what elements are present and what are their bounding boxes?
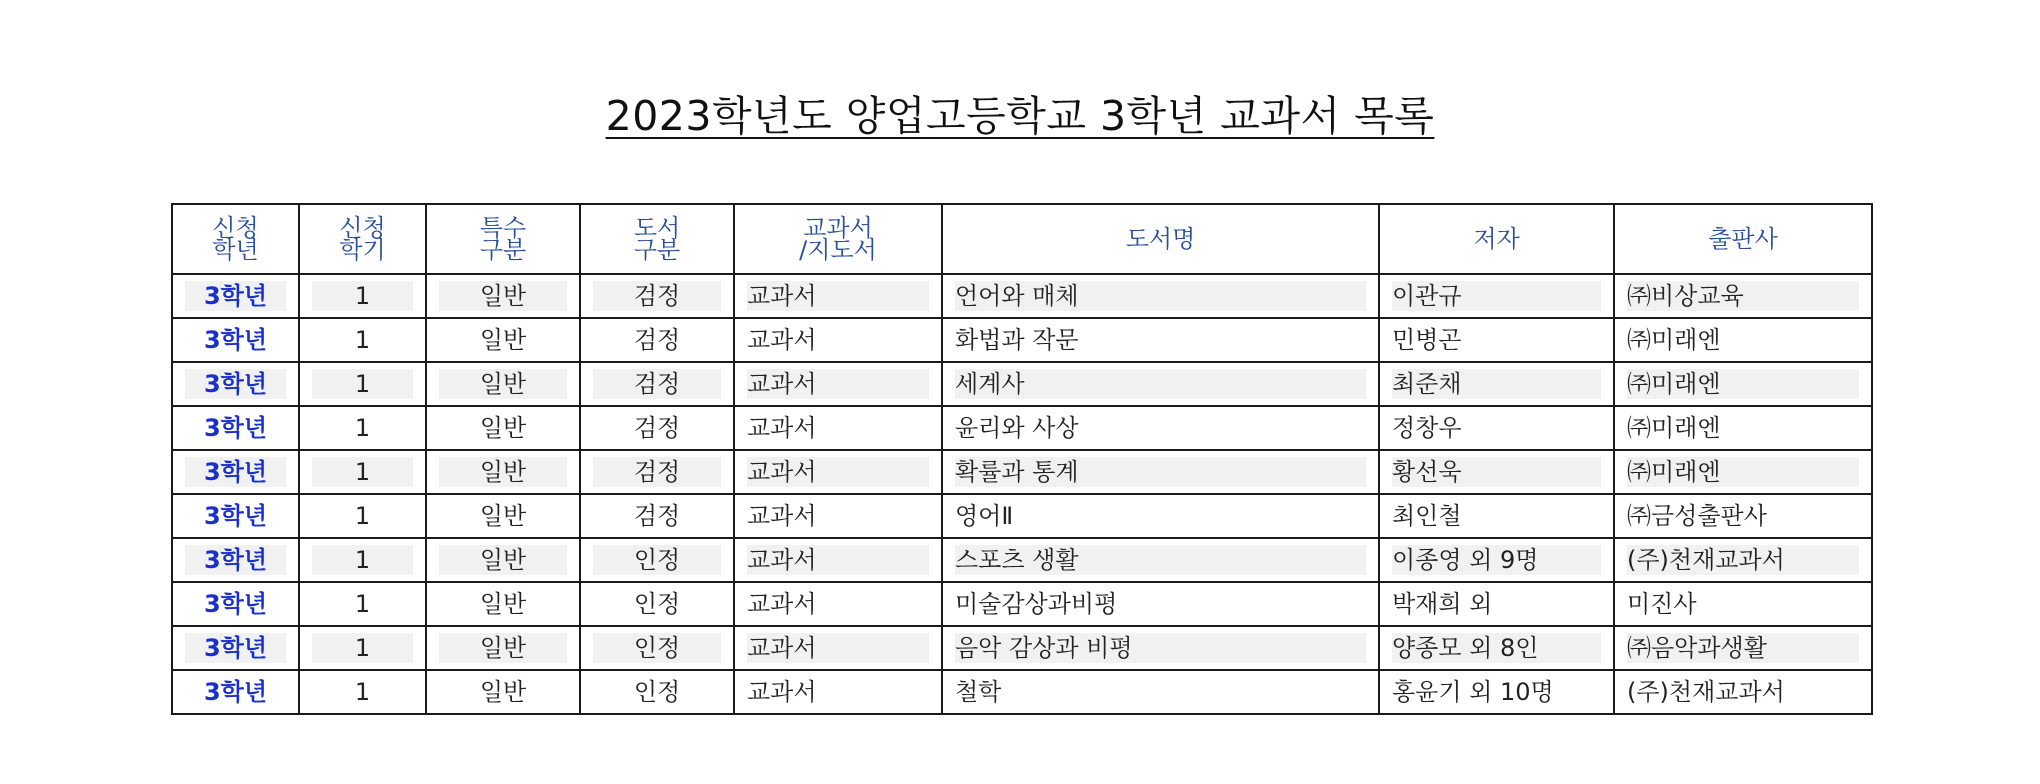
kind-cell-text: 교과서 [747,326,817,354]
semester-cell [299,626,426,670]
grade-cell [172,626,299,670]
semester-cell-text: 1 [354,414,371,442]
semester-cell [299,406,426,450]
kind-cell [734,582,942,626]
table-row [172,406,1872,450]
grade-cell [172,494,299,538]
author-cell-text: 박재희 외 [1392,590,1493,618]
author-cell [1379,582,1614,626]
kind-cell [734,318,942,362]
grade-cell [172,450,299,494]
author-cell [1379,538,1614,582]
header-label-line: 구분 [633,236,681,264]
special-cell [426,450,580,494]
book-title-cell-text: 영어Ⅱ [955,502,1014,530]
author-cell-text: 양종모 외 8인 [1392,633,1601,663]
author-cell [1379,406,1614,450]
book-title-cell-text: 언어와 매체 [955,281,1366,311]
grade-cell [172,406,299,450]
semester-cell-text: 1 [354,326,371,354]
semester-cell-text: 1 [312,369,413,399]
kind-cell-text: 교과서 [747,414,817,442]
publisher-cell-text: 미진사 [1627,590,1697,618]
semester-cell [299,318,426,362]
kind-cell [734,406,942,450]
grade-cell-text: 3학년 [185,281,286,311]
header-book [942,204,1379,274]
author-cell [1379,670,1614,714]
header-label-line: /지도서 [799,236,877,264]
book-title-cell-text: 철학 [955,678,1002,706]
publisher-cell-text: ㈜금성출판사 [1627,502,1767,530]
grade-cell-text: 3학년 [185,457,286,487]
author-cell-text: 최준채 [1392,369,1601,399]
kind-cell [734,450,942,494]
header-label-line: 출판사 [1708,225,1778,253]
header-kind [734,204,942,274]
grade-cell-text: 3학년 [185,369,286,399]
special-cell-text: 일반 [439,457,567,487]
special-cell-text: 일반 [439,281,567,311]
book-title-cell [942,450,1379,494]
type-cell-text: 인정 [593,545,721,575]
publisher-cell [1614,450,1872,494]
author-cell-text: 황선욱 [1392,457,1601,487]
book-title-cell [942,406,1379,450]
grade-cell [172,538,299,582]
header-label-line: 교과서 [803,214,873,242]
book-title-cell-text: 스포츠 생활 [955,545,1366,575]
publisher-cell-text: (주)천재교과서 [1627,545,1859,575]
type-cell [580,450,734,494]
special-cell [426,582,580,626]
special-cell [426,406,580,450]
publisher-cell-text: ㈜미래엔 [1627,457,1859,487]
header-label-line: 신청 [212,214,259,242]
table-row [172,362,1872,406]
semester-cell-text: 1 [354,590,371,618]
header-semester [299,204,426,274]
header-author [1379,204,1614,274]
semester-cell-text: 1 [354,502,371,530]
header-grade [172,204,299,274]
grade-cell-text: 3학년 [203,678,268,706]
table-row [172,538,1872,582]
grade-cell [172,670,299,714]
type-cell [580,274,734,318]
kind-cell-text: 교과서 [747,457,929,487]
special-cell-text: 일반 [479,414,527,442]
grade-cell-text: 3학년 [203,326,268,354]
grade-cell-text: 3학년 [203,502,268,530]
grade-cell [172,274,299,318]
kind-cell [734,274,942,318]
book-title-cell [942,274,1379,318]
kind-cell [734,362,942,406]
header-label-line: 도서명 [1125,225,1196,253]
semester-cell [299,450,426,494]
publisher-cell-text: ㈜미래엔 [1627,326,1721,354]
publisher-cell-text: ㈜미래엔 [1627,414,1721,442]
publisher-cell [1614,362,1872,406]
special-cell-text: 일반 [479,502,527,530]
special-cell-text: 일반 [479,590,527,618]
type-cell [580,494,734,538]
semester-cell-text: 1 [354,678,371,706]
semester-cell [299,538,426,582]
author-cell-text: 민병곤 [1392,326,1462,354]
kind-cell-text: 교과서 [747,590,817,618]
author-cell [1379,274,1614,318]
type-cell [580,318,734,362]
special-cell-text: 일반 [439,369,567,399]
table-row [172,274,1872,318]
header-label-line: 학년 [212,236,259,264]
type-cell-text: 검정 [633,414,681,442]
semester-cell [299,582,426,626]
type-cell [580,670,734,714]
special-cell-text: 일반 [439,545,567,575]
type-cell [580,406,734,450]
table-row [172,626,1872,670]
special-cell-text: 일반 [479,678,527,706]
semester-cell [299,362,426,406]
special-cell-text: 일반 [479,326,527,354]
header-label-line: 학기 [339,236,386,264]
type-cell [580,362,734,406]
type-cell-text: 인정 [593,633,721,663]
grade-cell [172,318,299,362]
table-row [172,494,1872,538]
header-label-line: 신청 [339,214,386,242]
kind-cell-text: 교과서 [747,678,817,706]
special-cell [426,626,580,670]
book-title-cell [942,318,1379,362]
book-title-cell-text: 화법과 작문 [955,326,1079,354]
author-cell-text: 이관규 [1392,281,1601,311]
semester-cell-text: 1 [312,633,413,663]
publisher-cell [1614,582,1872,626]
publisher-cell-text: ㈜음악과생활 [1627,633,1859,663]
type-cell-text: 검정 [633,326,681,354]
header-special [426,204,580,274]
header-publisher [1614,204,1872,274]
kind-cell [734,670,942,714]
special-cell [426,318,580,362]
type-cell [580,582,734,626]
author-cell-text: 이종영 외 9명 [1392,545,1601,575]
type-cell [580,626,734,670]
grade-cell-text: 3학년 [203,414,268,442]
table-header-row [172,204,1872,274]
special-cell-text: 일반 [439,633,567,663]
semester-cell-text: 1 [312,457,413,487]
book-title-cell-text: 미술감상과비평 [955,590,1118,618]
type-cell-text: 검정 [593,369,721,399]
special-cell [426,362,580,406]
author-cell-text: 정창우 [1392,414,1462,442]
book-title-cell-text: 세계사 [955,369,1366,399]
header-type [580,204,734,274]
grade-cell [172,362,299,406]
type-cell-text: 검정 [593,457,721,487]
page-title [0,88,2040,144]
author-cell [1379,494,1614,538]
header-label-line: 특수 [479,214,527,242]
grade-cell-text: 3학년 [203,590,268,618]
publisher-cell [1614,318,1872,362]
author-cell-text: 최인철 [1392,502,1462,530]
type-cell-text: 인정 [633,678,681,706]
author-cell [1379,362,1614,406]
grade-cell-text: 3학년 [185,545,286,575]
book-title-cell-text: 음악 감상과 비평 [955,633,1366,663]
special-cell [426,670,580,714]
book-title-cell [942,538,1379,582]
kind-cell [734,494,942,538]
publisher-cell [1614,494,1872,538]
publisher-cell [1614,274,1872,318]
type-cell-text: 검정 [633,502,681,530]
header-label-line: 저자 [1473,225,1520,253]
special-cell [426,494,580,538]
table-row [172,670,1872,714]
special-cell [426,538,580,582]
publisher-cell [1614,626,1872,670]
kind-cell-text: 교과서 [747,633,929,663]
special-cell [426,274,580,318]
kind-cell-text: 교과서 [747,545,929,575]
publisher-cell [1614,670,1872,714]
book-title-cell-text: 윤리와 사상 [955,414,1079,442]
publisher-cell [1614,406,1872,450]
author-cell [1379,626,1614,670]
kind-cell-text: 교과서 [747,369,929,399]
author-cell [1379,450,1614,494]
kind-cell-text: 교과서 [747,281,929,311]
title-text: 2023학년도 양업고등학교 3학년 교과서 목록 [605,92,1435,140]
header-label-line: 구분 [479,236,527,264]
semester-cell [299,274,426,318]
book-title-cell-text: 확률과 통계 [955,457,1366,487]
publisher-cell [1614,538,1872,582]
semester-cell-text: 1 [312,545,413,575]
publisher-cell-text: (주)천재교과서 [1627,678,1785,706]
book-title-cell [942,494,1379,538]
book-title-cell [942,362,1379,406]
table-row [172,318,1872,362]
table-row [172,582,1872,626]
type-cell-text: 인정 [633,590,681,618]
kind-cell [734,626,942,670]
author-cell-text: 홍윤기 외 10명 [1392,678,1554,706]
book-title-cell [942,626,1379,670]
type-cell [580,538,734,582]
textbook-table [171,203,1873,715]
author-cell [1379,318,1614,362]
book-title-cell [942,670,1379,714]
kind-cell [734,538,942,582]
table-row [172,450,1872,494]
table-body [172,274,1872,714]
publisher-cell-text: ㈜미래엔 [1627,369,1859,399]
semester-cell-text: 1 [312,281,413,311]
semester-cell [299,494,426,538]
type-cell-text: 검정 [593,281,721,311]
grade-cell-text: 3학년 [185,633,286,663]
kind-cell-text: 교과서 [747,502,817,530]
semester-cell [299,670,426,714]
grade-cell [172,582,299,626]
book-title-cell [942,582,1379,626]
publisher-cell-text: ㈜비상교육 [1627,281,1859,311]
header-label-line: 도서 [633,214,681,242]
